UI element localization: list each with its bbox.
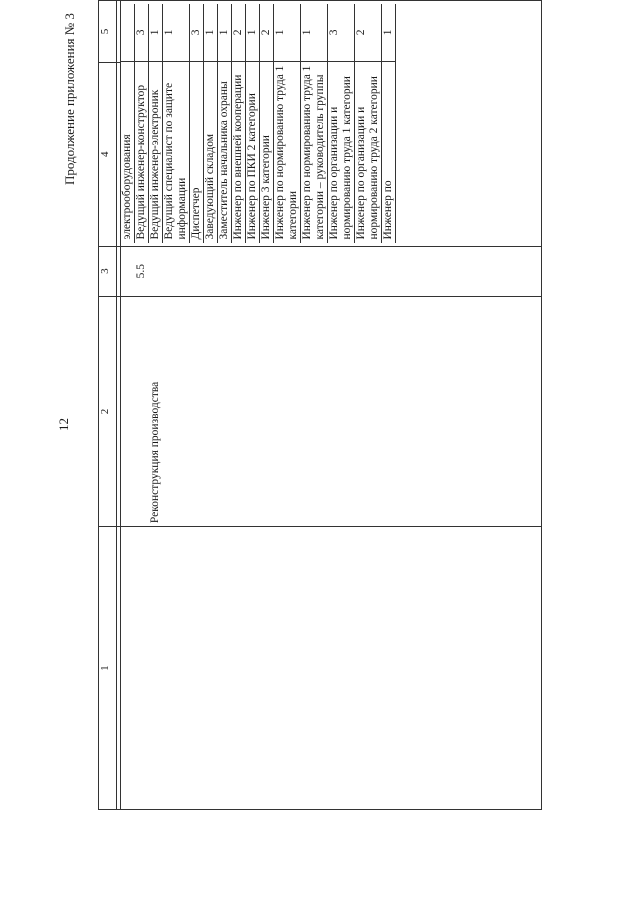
positions-cell bbox=[121, 1, 542, 247]
position-count: 1 bbox=[246, 4, 260, 61]
position-row bbox=[204, 4, 218, 243]
col-num-5: 5 bbox=[99, 1, 117, 63]
position-count: 2 bbox=[260, 4, 274, 61]
position-row bbox=[328, 4, 355, 243]
position-row bbox=[218, 4, 232, 243]
continuation-title: Продолжение приложения № 3 bbox=[62, 13, 77, 185]
position-count: 1 bbox=[149, 4, 163, 61]
position-title: Инженер по bbox=[382, 61, 396, 242]
position-row bbox=[190, 4, 204, 243]
position-count: 2 bbox=[232, 4, 246, 61]
position-count bbox=[121, 4, 135, 61]
position-title: Инженер по нормированию труда 1 категории bbox=[274, 61, 301, 242]
position-title: Инженер по организации и нормированию труда 2 категории bbox=[355, 61, 382, 242]
position-row bbox=[246, 4, 260, 243]
position-title: Инженер по нормированию труда 1 категории – руководитель группы bbox=[301, 61, 328, 242]
position-title: Инженер по внешней кооперации bbox=[232, 61, 246, 242]
cell-col2 bbox=[121, 296, 542, 526]
position-count: 1 bbox=[163, 4, 190, 61]
column-number-row bbox=[99, 1, 117, 810]
cell-col1 bbox=[121, 527, 542, 810]
position-count: 3 bbox=[135, 4, 149, 61]
col-num-4: 4 bbox=[99, 62, 117, 246]
position-count: 1 bbox=[382, 4, 396, 61]
position-row bbox=[274, 4, 301, 243]
position-count: 3 bbox=[328, 4, 355, 61]
position-row bbox=[232, 4, 246, 243]
position-count: 3 bbox=[190, 4, 204, 61]
position-count: 1 bbox=[274, 4, 301, 61]
page-number: 12 bbox=[56, 418, 71, 431]
position-row bbox=[121, 4, 135, 243]
position-count: 1 bbox=[218, 4, 232, 61]
col-num-2: 2 bbox=[99, 296, 117, 526]
position-title: Ведущий инженер-электроник bbox=[149, 61, 163, 242]
position-row bbox=[355, 4, 382, 243]
position-title: Заведующий складом bbox=[204, 61, 218, 242]
position-title: Диспетчер bbox=[190, 61, 204, 242]
position-row bbox=[260, 4, 274, 243]
position-row bbox=[382, 4, 396, 243]
table-row bbox=[121, 1, 542, 810]
cell-col3 bbox=[121, 246, 542, 296]
col-num-1: 1 bbox=[99, 527, 117, 810]
position-title: Ведущий специалист по защите информации bbox=[163, 61, 190, 242]
position-row bbox=[149, 4, 163, 243]
work-type-text: Реконструкция производства bbox=[149, 381, 161, 524]
position-title: Инженер 3 категории bbox=[260, 61, 274, 242]
position-count: 1 bbox=[301, 4, 328, 61]
staff-table bbox=[98, 0, 542, 810]
position-row bbox=[135, 4, 149, 243]
position-title: Ведущий инженер-конструктор bbox=[135, 61, 149, 242]
col-num-3: 3 bbox=[99, 246, 117, 296]
position-row bbox=[163, 4, 190, 243]
position-title: Инженер по ПКИ 2 категории bbox=[246, 61, 260, 242]
position-row bbox=[301, 4, 328, 243]
position-title: Заместитель начальника охраны bbox=[218, 61, 232, 242]
position-title: Инженер по организации и нормированию труда 1 категории bbox=[328, 61, 355, 242]
positions-list bbox=[121, 4, 396, 243]
section-number: 5.5 bbox=[135, 263, 147, 279]
position-title: электрооборудования bbox=[121, 61, 135, 242]
position-count: 1 bbox=[204, 4, 218, 61]
position-count: 2 bbox=[355, 4, 382, 61]
